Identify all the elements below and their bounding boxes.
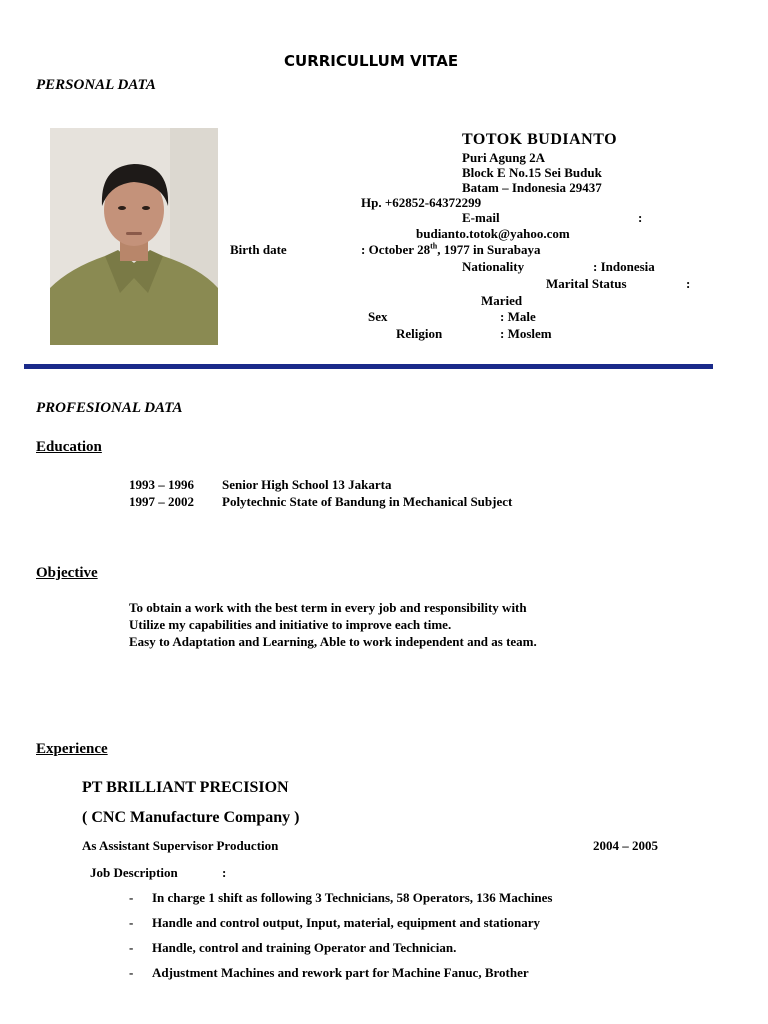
education-school-1: Senior High School 13 Jakarta [222, 477, 392, 492]
profile-photo [50, 128, 218, 345]
job-description-label: Job Description [90, 865, 178, 880]
birth-date-value: : October 28th, 1977 in Surabaya [361, 241, 541, 257]
duty-item-2: Handle and control output, Input, material, equipment and stationary [152, 915, 541, 930]
address-line-2: Block E No.15 Sei Buduk [462, 165, 602, 180]
objective-line-2: Utilize my capabilities and initiative to improve each time. [129, 617, 452, 632]
email-label: E-mail [462, 210, 500, 225]
education-heading: Education [36, 439, 102, 455]
job-position: As Assistant Supervisor Production [82, 838, 279, 853]
full-name: TOTOK BUDIANTO [462, 131, 618, 148]
religion-value: : Moslem [500, 326, 552, 341]
person-portrait-icon [50, 128, 218, 345]
duty-bullet: - [129, 915, 134, 930]
job-description-colon: : [222, 865, 227, 880]
duty-item-3: Handle, control and training Operator and Technician. [152, 940, 457, 955]
personal-data-heading: PERSONAL DATA [36, 77, 156, 93]
phone-number: Hp. +62852-64372299 [361, 195, 482, 210]
section-divider [24, 364, 713, 369]
nationality-label: Nationality [462, 259, 525, 274]
company-name: PT BRILLIANT PRECISION [82, 779, 289, 796]
duty-bullet: - [129, 965, 134, 980]
sex-value: : Male [500, 309, 536, 324]
job-period: 2004 – 2005 [593, 838, 658, 853]
company-type: ( CNC Manufacture Company ) [82, 809, 300, 826]
address-line-1: Puri Agung 2A [462, 150, 546, 165]
marital-status-colon: : [686, 276, 691, 291]
marital-status-label: Marital Status [546, 276, 627, 291]
sex-label: Sex [368, 309, 388, 324]
experience-heading: Experience [36, 741, 108, 757]
duty-bullet: - [129, 940, 134, 955]
document-title: CURRICULLUM VITAE [284, 52, 459, 70]
education-years-1: 1993 – 1996 [129, 477, 194, 492]
marital-status-value: Maried [481, 293, 523, 308]
education-years-2: 1997 – 2002 [129, 494, 194, 509]
objective-heading: Objective [36, 565, 98, 581]
duty-item-1: In charge 1 shift as following 3 Technicians, 58 Operators, 136 Machines [152, 890, 553, 905]
email-address[interactable]: budianto.totok@yahoo.com [416, 226, 570, 241]
duty-bullet: - [129, 890, 134, 905]
address-line-3: Batam – Indonesia 29437 [462, 180, 602, 195]
professional-data-heading: PROFESIONAL DATA [36, 400, 183, 416]
objective-line-3: Easy to Adaptation and Learning, Able to work independent and as team. [129, 634, 537, 649]
education-school-2: Polytechnic State of Bandung in Mechanical Subject [222, 494, 513, 509]
email-colon: : [638, 210, 643, 225]
duty-item-4: Adjustment Machines and rework part for Machine Fanuc, Brother [152, 965, 529, 980]
birth-date-label: Birth date [230, 242, 287, 257]
nationality-value: : Indonesia [593, 259, 655, 274]
religion-label: Religion [396, 326, 443, 341]
objective-line-1: To obtain a work with the best term in every job and responsibility with [129, 600, 527, 615]
